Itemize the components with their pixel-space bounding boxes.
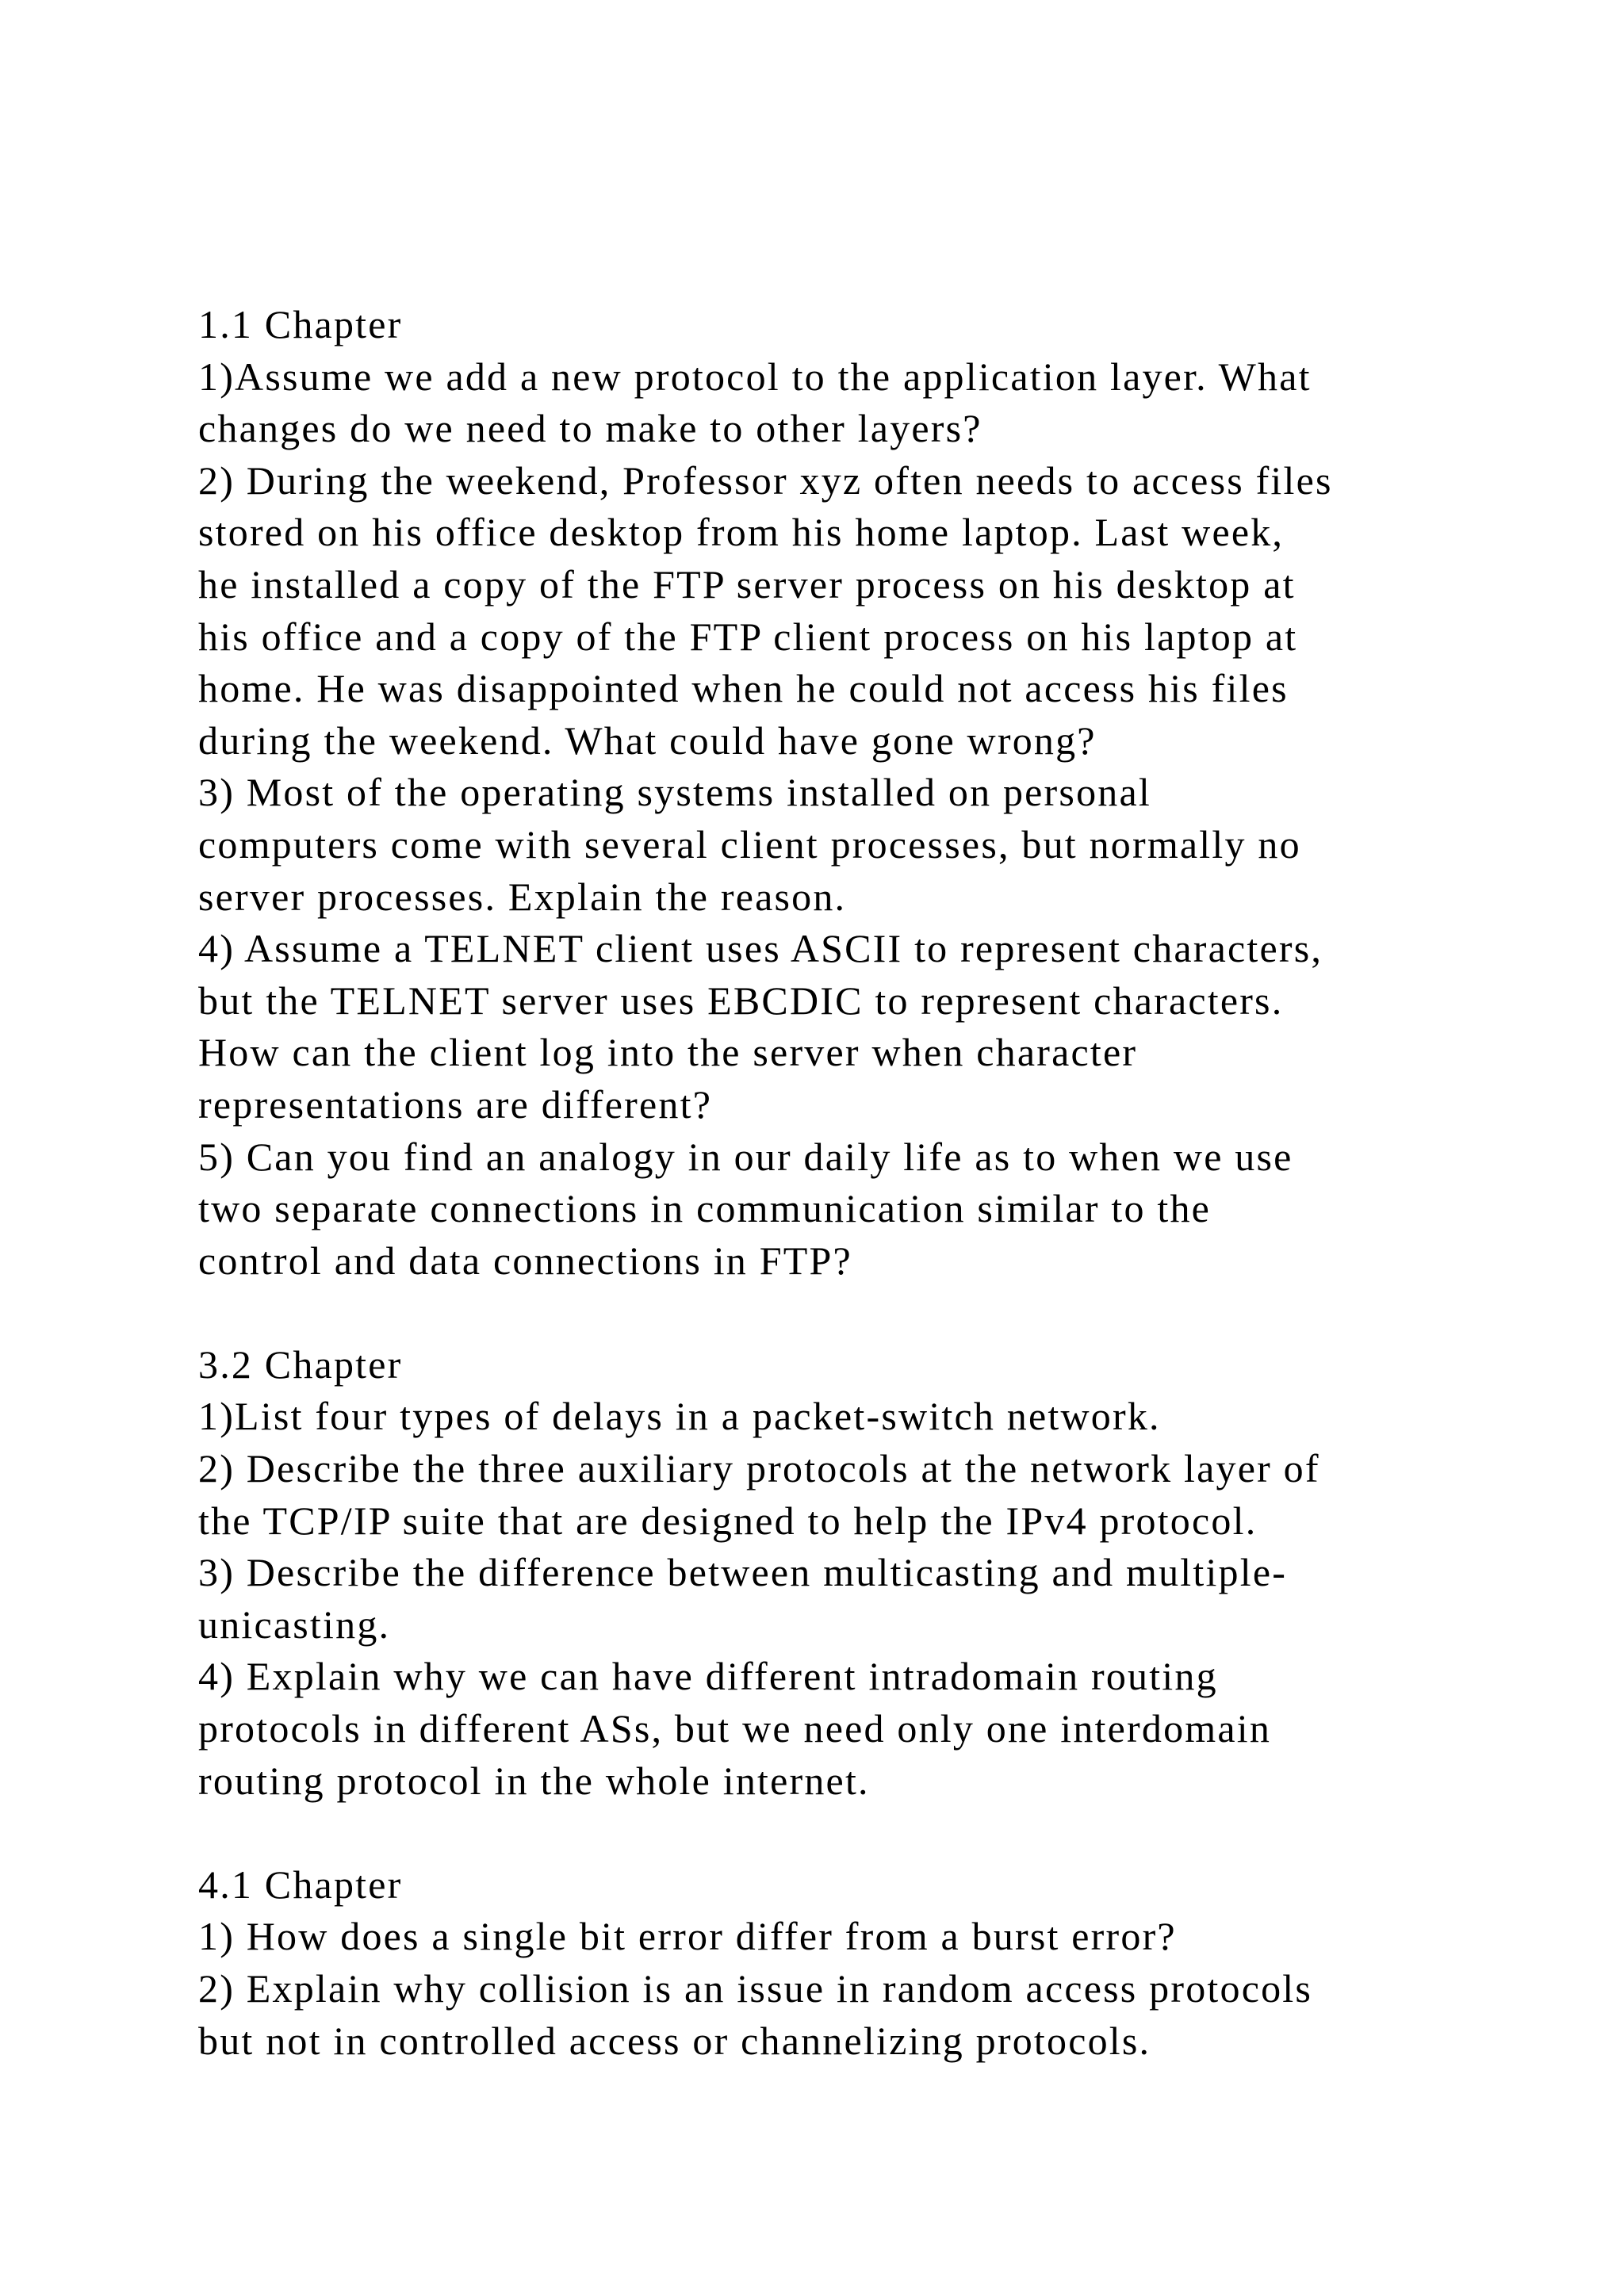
question-4-1-1-line-1: 1) How does a single bit error differ from a burst error? <box>198 1914 1177 1959</box>
section-heading-1-1: 1.1 Chapter <box>198 302 403 346</box>
question-1-1-4-line-2: but the TELNET server uses EBCDIC to represent characters. <box>198 978 1284 1023</box>
question-3-2-3-line-2: unicasting. <box>198 1601 391 1647</box>
section-heading-3-2: 3.2 Chapter <box>198 1341 403 1387</box>
question-3-2-4-line-2: protocols in different ASs, but we need only one interdomain <box>198 1706 1272 1751</box>
paragraph-spacer <box>198 1287 1515 1339</box>
question-1-1-1-line-1: 1)Assume we add a new protocol to the application layer. What <box>198 354 1312 399</box>
question-1-1-2-line-2: stored on his office desktop from his home laptop. Last week, <box>198 510 1285 555</box>
question-3-2-1-line-1: 1)List four types of delays in a packet-switch network. <box>198 1394 1161 1439</box>
question-1-1-2-line-4: his office and a copy of the FTP client process on his laptop at <box>198 614 1298 659</box>
question-3-2-2-line-2: the TCP/IP suite that are designed to help the IPv4 protocol. <box>198 1498 1258 1543</box>
question-1-1-3-line-2: computers come with several client processes, but normally no <box>198 821 1301 867</box>
question-1-1-4-line-3: How can the client log into the server when character <box>198 1030 1138 1075</box>
question-1-1-5-line-2: two separate connections in communication similar to the <box>198 1186 1212 1231</box>
question-1-1-2-line-3: he installed a copy of the FTP server process on his desktop at <box>198 561 1296 607</box>
question-3-2-4-line-3: routing protocol in the whole internet. <box>198 1758 870 1803</box>
question-3-2-4-line-1: 4) Explain why we can have different intradomain routing <box>198 1654 1218 1699</box>
question-1-1-3-line-1: 3) Most of the operating systems installed on personal <box>198 770 1151 815</box>
paragraph-spacer <box>198 1807 1515 1859</box>
document-body <box>198 299 1515 2067</box>
question-1-1-4-line-4: representations are different? <box>198 1081 713 1127</box>
question-4-1-2-line-1: 2) Explain why collision is an issue in random access protocols <box>198 1966 1313 2011</box>
question-1-1-2-line-1: 2) During the weekend, Professor xyz often needs to access files <box>198 457 1333 503</box>
question-4-1-2-line-2: but not in controlled access or channelizing protocols. <box>198 2018 1151 2063</box>
question-1-1-5-line-3: control and data connections in FTP? <box>198 1238 852 1283</box>
question-1-1-5-line-1: 5) Can you find an analogy in our daily life as to when we use <box>198 1134 1293 1179</box>
question-3-2-2-line-1: 2) Describe the three auxiliary protocols at the network layer of <box>198 1446 1320 1491</box>
question-3-2-3-line-1: 3) Describe the difference between multicasting and multiple- <box>198 1550 1288 1595</box>
question-1-1-1-line-2: changes do we need to make to other layers? <box>198 406 982 451</box>
question-1-1-2-line-6: during the weekend. What could have gone wrong? <box>198 718 1097 763</box>
section-heading-4-1: 4.1 Chapter <box>198 1862 403 1907</box>
question-1-1-2-line-5: home. He was disappointed when he could not access his files <box>198 666 1289 711</box>
question-1-1-4-line-1: 4) Assume a TELNET client uses ASCII to represent characters, <box>198 926 1323 971</box>
question-1-1-3-line-3: server processes. Explain the reason. <box>198 874 847 919</box>
